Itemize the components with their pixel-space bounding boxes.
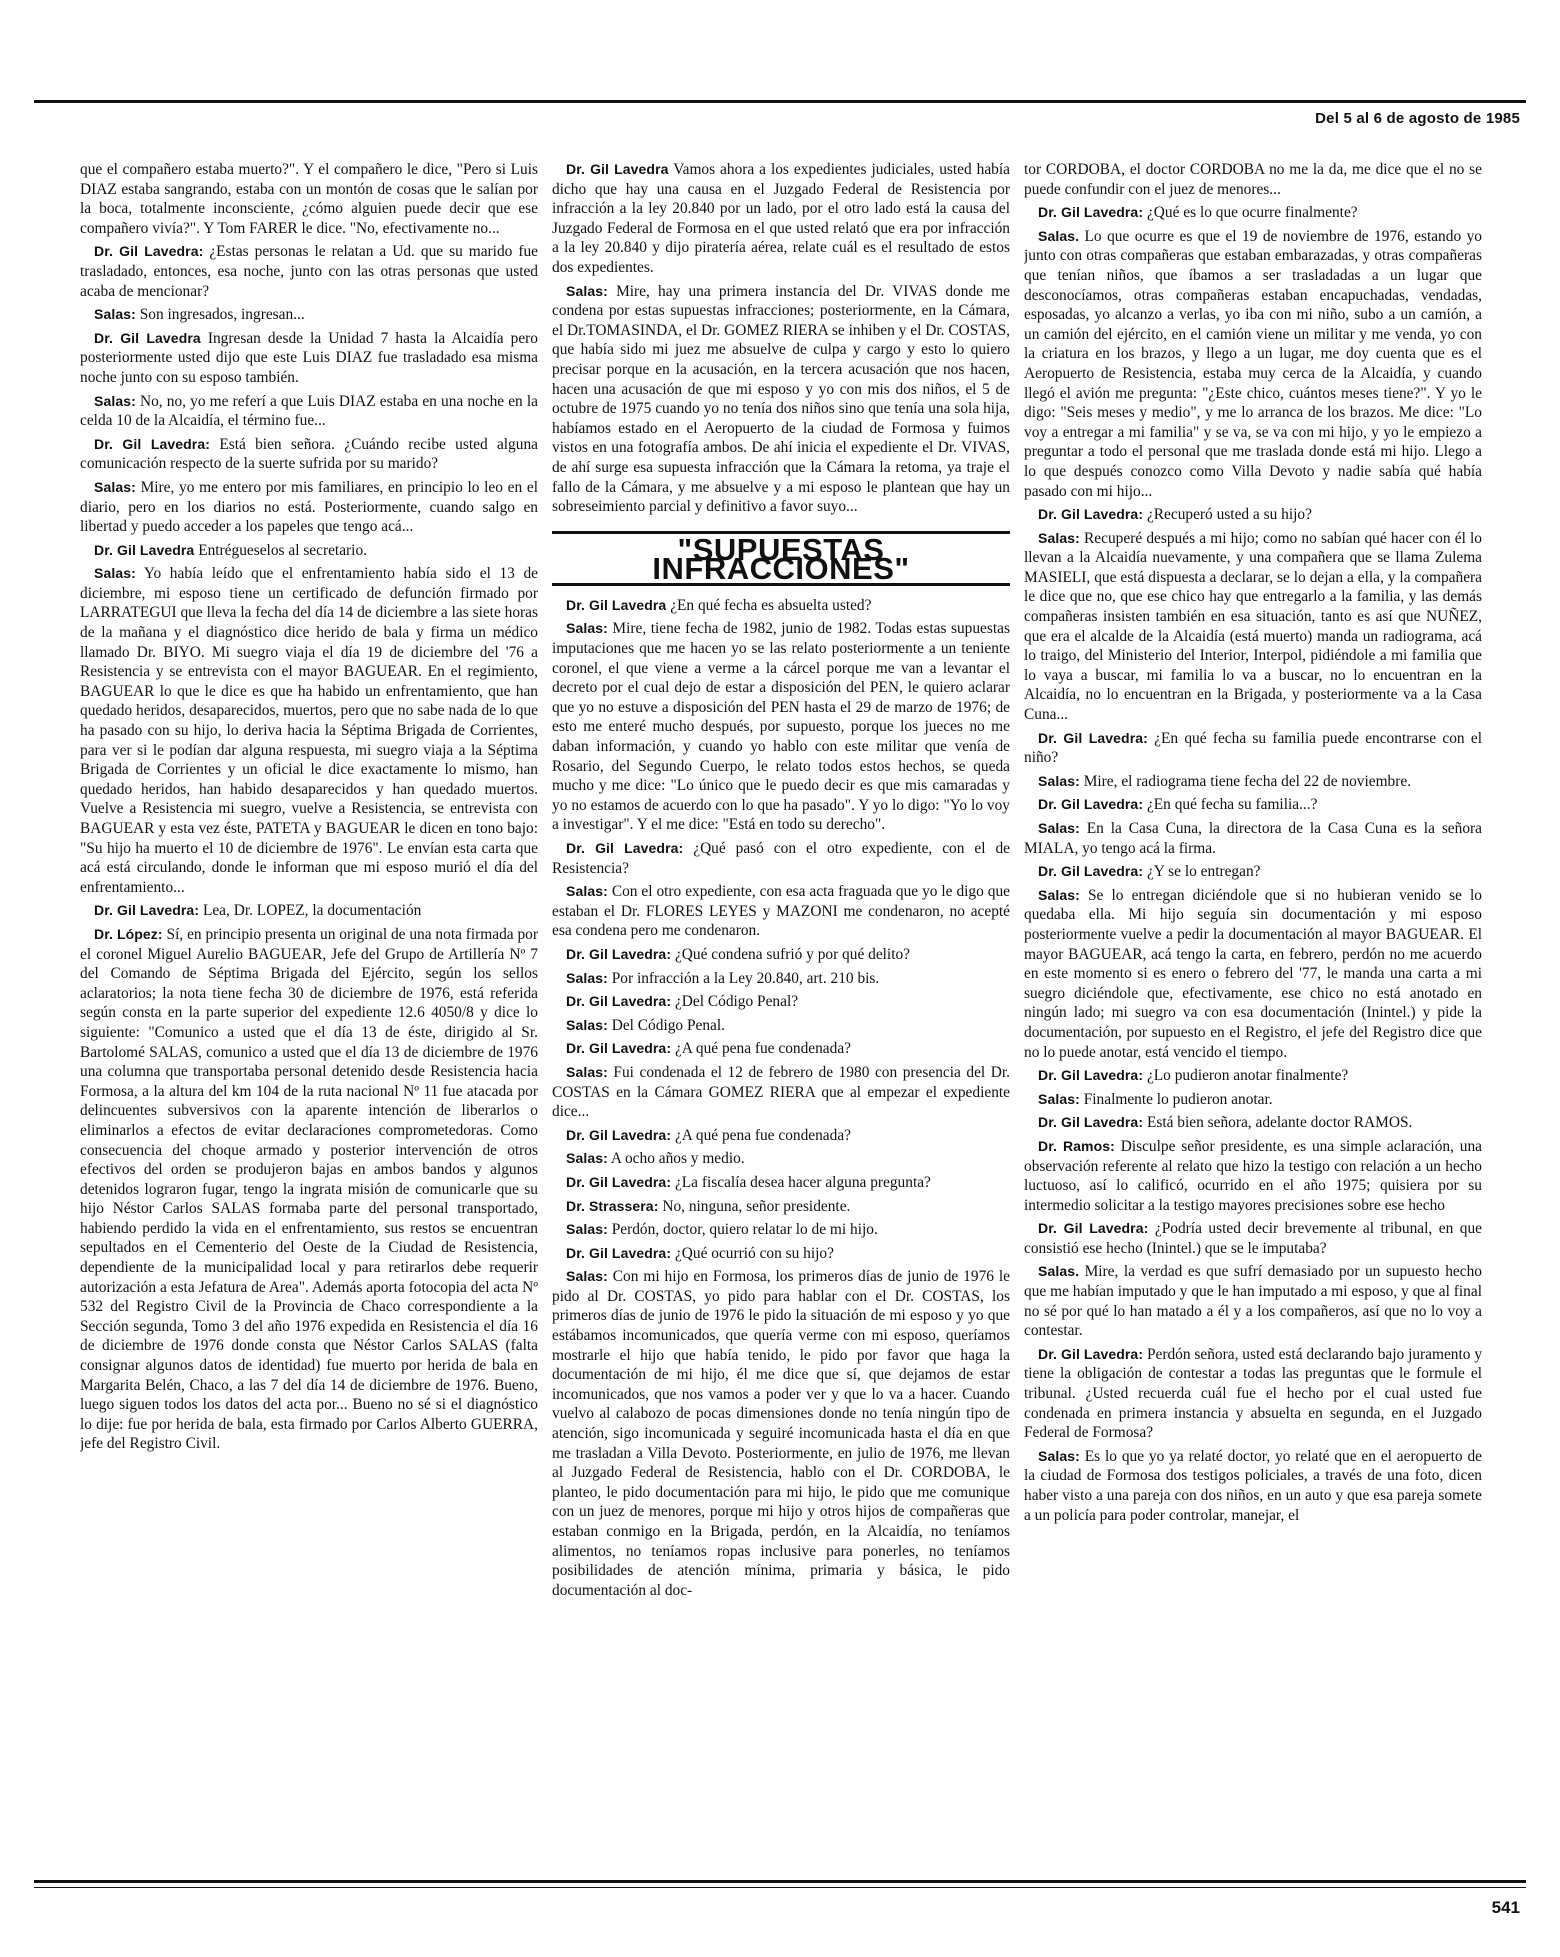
transcript-paragraph xyxy=(552,1220,1010,1240)
paragraph-text: Mire, tiene fecha de 1982, junio de 1982. Todas estas supuestas imputaciones que me hacen yo se las relato posteriormente a un teniente coronel, el que viene a verme a la cárcel porque me van a levantar el decreto por el cual dejo de estar a disposición del PEN, le quiero aclarar que yo no estuve a disposición del PEN hasta el 29 de marzo de 1976; de esto me enteré mucho después, por supuesto, porque los jueces no me daban información, y cuando yo hablo con este militar que venía de Rosario, del Segundo Cuerpo, le relato todos estos hechos, se queda mucho y me dice: "Lo único que le puedo decir es que mis camaradas y yo no estamos de acuerdo con lo que ha pasado". Y yo lo digo: "Yo lo voy a investigar". Y el me dice: "Está en todo su derecho". xyxy=(552,620,1010,834)
transcript-paragraph xyxy=(80,541,538,561)
speaker-label: Salas. xyxy=(1038,227,1080,244)
paragraph-text: ¿En qué fecha su familia...? xyxy=(1146,796,1318,814)
paragraph-text: Yo había leído que el enfrentamiento había sido el 13 de diciembre, mi esposo tiene un certificado de defunción firmado por LARRATEGUI que lleva la fecha del día 14 de diciembre a las siete horas de la mañana y el diagnóstico dice herido de bala y firma un médico llamado Dr. BIYO. Mi suegro viaja el día 19 de diciembre del '76 a Resistencia y se entrevista con el mayor BAGUEAR. En el regimiento, BAGUEAR lo que le dice es que ha habido un enfrentamiento, que han quedado heridos, desaparecidos, muertos, pero que no sabe nada de lo que ha pasado con su hijo, lo deriva hacia la Séptima Brigada de Corrientes, para ver si le podían dar alguna respuesta, mi suegro viaja a la Séptima Brigada de Corrientes y un oficial le dice exactamente lo mismo, han quedado heridos, han habido desaparecidos y han quedado muertos. Vuelve a Resistencia mi suegro, vuelve a Resistencia, se entrevista con BAGUEAR y esta vez éste, PATETA y BAGUEAR le dicen en tono bajo: "Su hijo ha muerto el 10 de diciembre de 1976". Le envían esta carta que acá está circulando, donde le informan que mi esposo murió el día del enfrentamiento... xyxy=(80,565,538,896)
speaker-label: Dr. Gil Lavedra xyxy=(94,541,195,558)
transcript-paragraph xyxy=(552,1149,1010,1169)
transcript-paragraph xyxy=(552,945,1010,965)
transcript-paragraph xyxy=(1024,160,1482,199)
paragraph-text: ¿En qué fecha su familia puede encontrarse con el niño? xyxy=(1024,729,1482,767)
speaker-label: Dr. Gil Lavedra: xyxy=(94,435,210,452)
transcript-paragraph xyxy=(552,282,1010,517)
paragraph-text: Está bien señora. ¿Cuándo recibe usted alguna comunicación respecto de la suerte sufrida por su marido? xyxy=(80,435,538,473)
transcript-paragraph xyxy=(80,329,538,388)
paragraph-text: Con el otro expediente, con esa acta fraguada que yo le digo que estaban el Dr. FLORES LEYES y MAZONI me condenaron, no acepté esa condena pero me condenaron. xyxy=(552,883,1010,940)
transcript-paragraph xyxy=(552,1173,1010,1193)
article-body xyxy=(80,160,1482,1870)
transcript-paragraph xyxy=(1024,529,1482,725)
column-3 xyxy=(1024,160,1482,1870)
paragraph-text: Por infracción a la Ley 20.840, art. 210 bis. xyxy=(611,969,880,987)
transcript-paragraph xyxy=(1024,819,1482,858)
speaker-label: Dr. Gil Lavedra: xyxy=(1038,1067,1144,1084)
transcript-paragraph xyxy=(1024,1219,1482,1258)
speaker-label: Dr. Strassera: xyxy=(566,1197,659,1214)
paragraph-text: Del Código Penal. xyxy=(611,1016,725,1034)
paragraph-text: Vamos ahora a los expedientes judiciales, usted había dicho que hay una causa en el Juzgado Federal de Resistencia por infracción a la ley 20.840 por un lado, por el otro lado está la causa del Juzgado Federal de Formosa en el que usted relató que era por infracción a la ley 20.840 y dijo piratería aérea, relate cuál es el resultado de estos dos expedientes. xyxy=(552,161,1010,276)
speaker-label: Salas: xyxy=(1038,886,1080,903)
speaker-label: Dr. Gil Lavedra: xyxy=(94,243,204,260)
speaker-label: Dr. Gil Lavedra: xyxy=(566,1244,672,1261)
paragraph-text: Mire, la verdad es que sufrí demasiado por un supuesto hecho que me habían imputado y que le han imputado a mi esposo, y que al final no sé por qué lo han matado a él y a los compañeros, así que no lo voy a contestar. xyxy=(1024,1263,1482,1340)
paragraph-text: ¿Qué ocurrió con su hijo? xyxy=(674,1244,834,1262)
transcript-paragraph xyxy=(80,242,538,301)
paragraph-text: ¿La fiscalía desea hacer alguna pregunta? xyxy=(674,1173,931,1191)
transcript-paragraph xyxy=(80,901,538,921)
speaker-label: Dr. Gil Lavedra: xyxy=(1038,1114,1144,1131)
paragraph-text: ¿Qué es lo que ocurre finalmente? xyxy=(1146,204,1358,222)
paragraph-text: Se lo entregan diciéndole que si no hubieran venido se lo quedaba ella. Mi hijo seguía sin documentación y mi esposo posteriormente vuelve a pedir la documentación al mayor BAGUEAR. El mayor BAGUEAR, acá tengo la carta, en febrero, perdón no me acuerdo en este momento si es enero o febrero del '77, le manda una carta a mi suegro diciéndole que, efectivamente, ese chico no está anotado en ningún lado; mi suegro va con esa documentación (Inintel.) y pide la documentación, por supuesto en el Registro, el jefe del Registro dice que no lo puede anotar, está vencido el tiempo. xyxy=(1024,886,1482,1061)
speaker-label: Dr. Gil Lavedra: xyxy=(1038,729,1148,746)
speaker-label: Dr. Gil Lavedra: xyxy=(94,902,200,919)
issue-date: Del 5 al 6 de agosto de 1985 xyxy=(1315,110,1520,127)
paragraph-text: Mire, yo me entero por mis familiares, en principio lo leo en el diario, pero en los diarios no está. Posteriormente, cuando salgo en libertad y puedo acceder a los papeles que tengo acá... xyxy=(80,478,538,536)
paragraph-text: Mire, hay una primera instancia del Dr. VIVAS donde me condena por estas supuestas infracciones; posteriormente, en la Cámara, el Dr.TOMASINDA, el Dr. GOMEZ RIERA se inhiben y el Dr. COSTAS, que había sido mi juez me absuelve de culpa y cargo y esto lo quiero precisar porque en la acusación, en la tercera acusación que nos hacen, hacen una acusación de que mi esposo y yo con mis dos niños, el 5 de octubre de 1975 cuando yo no tenía dos niños sino que tenía una sola hija, habíamos estado en el Aeropuerto de la ciudad de Formosa y fuimos vistos en una fotografía ambos. De ahí inicia el expediente el Dr. VIVAS, de ahí surge esa supuesta infracción que la Cámara la retoma, ya traje el fallo de la Cámara, y me absuelve y a mi esposo le plantean que hay un sobreseimiento parcial y definitivo a favor suyo... xyxy=(552,282,1010,516)
transcript-paragraph xyxy=(1024,729,1482,768)
speaker-label: Dr. Gil Lavedra: xyxy=(566,1126,672,1143)
speaker-label: Salas: xyxy=(566,969,608,986)
transcript-paragraph xyxy=(552,882,1010,941)
column-1 xyxy=(80,160,538,1870)
speaker-label: Dr. Gil Lavedra: xyxy=(566,945,672,962)
transcript-paragraph xyxy=(1024,227,1482,501)
paragraph-text: No, no, yo me referí a que Luis DIAZ estaba en una noche en la celda 10 de la Alcaidía, el término fue... xyxy=(80,392,538,430)
paragraph-text: Es lo que yo ya relaté doctor, yo relaté que en el aeropuerto de la ciudad de Formosa dos testigos policiales, a través de una foto, dicen haber visto a una pareja con dos niños, en un auto y que esa pareja somete a un policía para poder controlar, manejar, el xyxy=(1024,1447,1482,1524)
paragraph-text: En la Casa Cuna, la directora de la Casa Cuna es la señora MIALA, yo tengo acá la firma. xyxy=(1024,820,1482,857)
transcript-paragraph xyxy=(1024,772,1482,792)
speaker-label: Dr. Gil Lavedra: xyxy=(1038,1220,1149,1237)
speaker-label: Dr. Gil Lavedra xyxy=(566,596,667,613)
paragraph-text: Finalmente lo pudieron anotar. xyxy=(1083,1090,1273,1108)
paragraph-text: ¿Estas personas le relatan a Ud. que su marido fue trasladado, entonces, esa noche, junto con las otras personas que usted acaba de mencionar? xyxy=(80,243,538,300)
paragraph-text: ¿Lo pudieron anotar finalmente? xyxy=(1146,1067,1349,1085)
transcript-paragraph xyxy=(552,1126,1010,1146)
paragraph-text: ¿Del Código Penal? xyxy=(674,993,799,1011)
paragraph-text: Sí, en principio presenta un original de una nota firmada por el coronel Miguel Aurelio BAGUEAR, Jefe del Grupo de Artillería Nº 7 del Comando de Séptima Brigada del Ejército, según los sellos aclaratorios; la nota tiene fecha 30 de diciembre de 1976, está referida según consta en la parte superior del expediente 12.6 4050/8 y dice lo siguiente: "Comunico a usted que el día 13 de éste, dirigido al Sr. Bartolomé SALAS, comunico a usted que el día 13 de diciembre de 1976 una columna que transportaba personal detenido desde Resistencia hacia Formosa, a la altura del km 104 de la ruta nacional Nº 11 fue atacada por delincuentes subversivos con la aparente intención de liberarlos o eliminarlos a efectos de evitar declaraciones comprometedoras. Como consecuencia del choque armado y posterior intervención de otros efectivos del orden se produjeron bajas en ambos bandos y algunos detenidos lograron fugar, tengo la ingrata misión de comunicarle que su hijo Néstor Carlos SALAS formaba parte del personal transportado, habiendo perdido la vida en el enfrentamiento, sus restos se encuentran sepultados en el Cementerio del Oeste de la Ciudad de Resistencia, dependiente de la municipalidad local y para retirarlos debe requerir autorización a esta Jefatura de Area". Además aporta fotocopia del acta Nº 532 del Registro Civil de la Provincia de Chaco correspondiente a la Sección segunda, Tomo 3 del año 1976 expedida en Resistencia el día 16 de diciembre de 1976 donde consta que Néstor Carlos SALAS (falta consignar algunos datos de identidad) fue muerto por herida de bala en Margarita Belén, Chaco, a las 7 del día 14 de diciembre de 1976. Bueno, luego siguen todos los datos del acta por... Bueno no sé si el diagnóstico lo dije: fue por herida de bala, esta firmado por Carlos Alberto GUERRA, jefe del Registro Civil. xyxy=(80,925,538,1453)
speaker-label: Salas: xyxy=(94,478,136,495)
transcript-paragraph xyxy=(552,1039,1010,1059)
speaker-label: Salas: xyxy=(566,883,608,900)
transcript-paragraph xyxy=(1024,203,1482,223)
transcript-paragraph xyxy=(552,1197,1010,1217)
speaker-label: Salas: xyxy=(566,1221,608,1238)
speaker-label: Dr. Gil Lavedra: xyxy=(566,993,672,1010)
transcript-paragraph xyxy=(552,596,1010,616)
paragraph-text: ¿En qué fecha es absuelta usted? xyxy=(670,596,872,614)
speaker-label: Salas: xyxy=(566,1063,608,1080)
transcript-paragraph xyxy=(80,564,538,897)
transcript-paragraph xyxy=(552,992,1010,1012)
speaker-label: Salas: xyxy=(566,1268,608,1285)
transcript-paragraph xyxy=(552,969,1010,989)
speaker-label: Dr. Gil Lavedra: xyxy=(1038,204,1144,221)
transcript-paragraph xyxy=(1024,1345,1482,1443)
speaker-label: Salas: xyxy=(566,620,608,637)
transcript-paragraph xyxy=(1024,1447,1482,1525)
paragraph-text: Está bien señora, adelante doctor RAMOS. xyxy=(1146,1114,1413,1132)
paragraph-text: Mire, el radiograma tiene fecha del 22 de noviembre. xyxy=(1083,772,1412,790)
paragraph-text: Disculpe señor presidente, es una simple aclaración, una observación referente al relato que hizo la testigo con relación a un hecho luctuoso, así lo calificó, ocurrido en el año 1975; quisiera por su intermedio solicitar a la testigo mayores precisiones sobre ese hecho xyxy=(1024,1137,1482,1214)
paragraph-text: Perdón señora, usted está declarando bajo juramento y tiene la obligación de contestar a todas las preguntas que le formule el tribunal. ¿Usted recuerda cuál fue el hecho por el cual usted fue condenada en primera instancia y absuelta en segunda, en el Juzgado Federal de Formosa? xyxy=(1024,1345,1482,1442)
paragraph-text: ¿Qué condena sufrió y por qué delito? xyxy=(674,945,911,963)
speaker-label: Salas: xyxy=(1038,820,1080,836)
paragraph-text: ¿Y se lo entregan? xyxy=(1146,863,1261,881)
transcript-paragraph xyxy=(80,392,538,431)
bottom-rule xyxy=(34,1880,1526,1888)
speaker-label: Dr. Gil Lavedra xyxy=(566,161,669,177)
speaker-label: Dr. Gil Lavedra: xyxy=(566,1173,672,1190)
paragraph-text: A ocho años y medio. xyxy=(610,1150,745,1168)
transcript-paragraph xyxy=(552,1267,1010,1600)
speaker-label: Salas: xyxy=(566,1150,608,1167)
transcript-paragraph xyxy=(1024,1113,1482,1133)
transcript-paragraph xyxy=(80,305,538,325)
transcript-paragraph xyxy=(552,1063,1010,1122)
speaker-label: Dr. Gil Lavedra: xyxy=(1038,796,1144,813)
section-heading: "SUPUESTAS INFRACCIONES" xyxy=(552,531,1010,586)
speaker-label: Salas: xyxy=(1038,772,1080,789)
transcript-paragraph xyxy=(1024,886,1482,1062)
paragraph-text: Perdón, doctor, quiero relatar lo de mi hijo. xyxy=(611,1221,878,1239)
speaker-label: Salas. xyxy=(1038,1263,1080,1280)
speaker-label: Dr. Gil Lavedra xyxy=(94,329,201,346)
speaker-label: Salas: xyxy=(566,1016,608,1033)
transcript-paragraph xyxy=(1024,795,1482,815)
paragraph-text: Entrégueselos al secretario. xyxy=(198,541,367,559)
paragraph-text: Ingresan desde la Unidad 7 hasta la Alcaidía pero posteriormente usted dijo que este Luis DIAZ fue trasladado esa misma noche junto con su esposo también. xyxy=(80,329,538,386)
transcript-paragraph xyxy=(1024,1262,1482,1340)
speaker-label: Salas: xyxy=(94,565,136,582)
transcript-paragraph xyxy=(80,925,538,1454)
speaker-label: Salas: xyxy=(1038,1447,1080,1464)
transcript-paragraph xyxy=(1024,1090,1482,1110)
page-number: 541 xyxy=(1491,1898,1520,1917)
transcript-paragraph xyxy=(1024,1137,1482,1215)
column-2 xyxy=(552,160,1010,1870)
speaker-label: Dr. Gil Lavedra: xyxy=(1038,506,1144,523)
speaker-label: Dr. Gil Lavedra: xyxy=(566,840,684,856)
speaker-label: Dr. Gil Lavedra: xyxy=(566,1040,672,1057)
paragraph-text: No, ninguna, señor presidente. xyxy=(662,1197,851,1215)
paragraph-text: Son ingresados, ingresan... xyxy=(139,306,305,324)
speaker-label: Salas: xyxy=(1038,1090,1080,1107)
top-rule xyxy=(34,100,1526,103)
transcript-paragraph xyxy=(80,160,538,238)
paragraph-text: que el compañero estaba muerto?". Y el compañero le dice, "Pero si Luis DIAZ estaba sangrando, estaba con un montón de cosas que le salían por la boca, totalmente inconsciente, ¿cómo alguien puede decir que ese compañero vivía?". Y Tom FARER le dice. "No, efectivamente no... xyxy=(80,161,538,237)
speaker-label: Dr. Gil Lavedra: xyxy=(1038,863,1144,880)
speaker-label: Salas: xyxy=(94,306,136,323)
speaker-label: Salas: xyxy=(566,282,608,299)
speaker-label: Salas: xyxy=(1038,529,1080,546)
transcript-paragraph xyxy=(552,619,1010,835)
paragraph-text: ¿A qué pena fue condenada? xyxy=(674,1040,851,1058)
transcript-paragraph xyxy=(80,435,538,474)
transcript-paragraph xyxy=(552,160,1010,278)
paragraph-text: Lea, Dr. LOPEZ, la documentación xyxy=(202,902,422,920)
transcript-paragraph xyxy=(552,1244,1010,1264)
transcript-paragraph xyxy=(1024,505,1482,525)
transcript-paragraph xyxy=(552,1016,1010,1036)
speaker-label: Dr. Gil Lavedra: xyxy=(1038,1345,1144,1362)
transcript-paragraph xyxy=(552,839,1010,878)
paragraph-text: ¿Recuperó usted a su hijo? xyxy=(1146,506,1312,524)
transcript-paragraph xyxy=(1024,862,1482,882)
paragraph-text: tor CORDOBA, el doctor CORDOBA no me la da, me dice que el no se puede confundir con el juez de menores... xyxy=(1024,161,1482,198)
speaker-label: Salas: xyxy=(94,392,136,409)
paragraph-text: Lo que ocurre es que el 19 de noviembre de 1976, estando yo junto con otras compañeras que estaban embarazadas, y otras compañeras que tenían niños, que íbamos a ser trasladadas a un lugar que desconocíamos, otras compañeras estaban encapuchadas, vendadas, esposadas, yo alcanzo a verlas, yo iba con mi niño, subo a un camión, a un camión del ejército, en el camión viene un militar y me venda, yo con la criatura en los brazos, y llego a un lugar, me doy cuenta que es el Aeropuerto de Resistencia, estaba muy cerca de la Alcaidía, y cuando llegó el avión me pregunta: "¿Este chico, cuántos meses tiene?". Y yo le digo: "Seis meses y medio", y me lo arranca de los brazos. Me dice: "Lo voy a entregar a mi familia" y se va, se va con mi hijo, y yo le empiezo a preguntar a todo el personal que me traslada donde está mi hijo. Llego a lo que después conozco como Villa Devoto y nadie sabía qué había pasado con mi hijo... xyxy=(1024,227,1482,500)
paragraph-text: ¿Qué pasó con el otro expediente, con el de Resistencia? xyxy=(552,840,1010,877)
paragraph-text: Recuperé después a mi hijo; como no sabían qué hacer con él lo llevan a la Alcaidía nuevamente, y una compañera que se llama Zulema MASIELI, que está dispuesta a declarar, se lo dejan a ella, y la compañera le dice que no, que ese chico hay que entregarlo a la familia, y las demás compañeras insisten también en esa situación, tanto es así que NUÑEZ, que era el alcalde de la Alcaidía (está muerto) manda un radiograma, acá lo traigo, del Ministerio del Interior, Interpol, pidiéndole a mi familia que lo vaya a buscar, mi familia lo va a buscar, no lo encuentran en la Alcaidía, no lo encuentran en la Brigada, y posteriormente va a la Casa Cuna... xyxy=(1024,529,1482,724)
paragraph-text: ¿A qué pena fue condenada? xyxy=(674,1126,851,1144)
paragraph-text: Con mi hijo en Formosa, los primeros días de junio de 1976 le pido al Dr. COSTAS, yo pido para hablar con el Dr. COSTAS, los primeros días de junio de 1976 le pido la situación de mi esposo y yo que estábamos incomunicados, que quería verme con mi esposo, queríamos mostrarle el hijo que había tenido, le pido por favor que haga la documentación de mi hijo, él me dice que sí, que dejamos de estar incomunicados, que nos vamos a poder ver y que lo va a hacer. Cuando vuelvo al calabozo de pocas dimensiones donde no tenía ningún tipo de atención, sigo incomunicada y seguiré incomunicada hasta el día en que me trasladan a Villa Devoto. Posteriormente, en julio de 1976, me llevan al Juzgado Federal de Resistencia, hablo con el Dr. CORDOBA, le planteo, le pido documentación para mi hijo, le pido que me comunique con un juez de menores, porque mi hijo y otros hijos de compañeras que estaban conmigo en la Brigada, perdón, en la Alcaidía, no teníamos alimentos, no teníamos ropas inclusive para ponerles, no teníamos posibilidades de atención mínima, primaria y básica, le pido documentación al doc- xyxy=(552,1268,1010,1599)
paragraph-text: Fui condenada el 12 de febrero de 1980 con presencia del Dr. COSTAS en la Cámara GOMEZ RIERA que al empezar el expediente dice... xyxy=(552,1063,1010,1121)
paragraph-text: ¿Podría usted decir brevemente al tribunal, en que consistió ese hecho (Inintel.) que se le imputaba? xyxy=(1024,1220,1482,1257)
speaker-label: Dr. Ramos: xyxy=(1038,1137,1115,1154)
transcript-paragraph xyxy=(1024,1066,1482,1086)
speaker-label: Dr. López: xyxy=(94,925,163,942)
transcript-paragraph xyxy=(80,478,538,537)
